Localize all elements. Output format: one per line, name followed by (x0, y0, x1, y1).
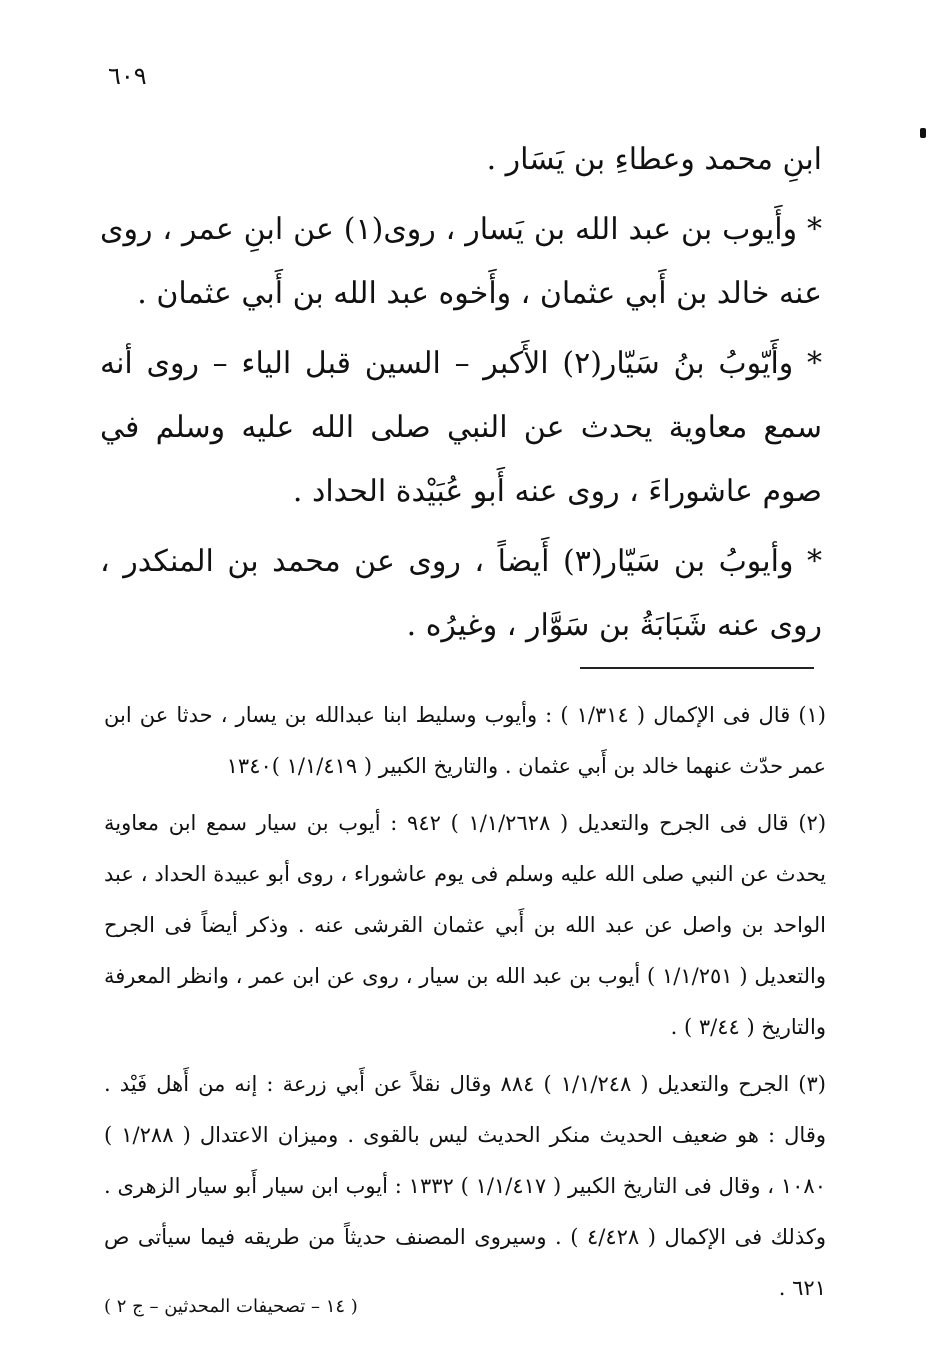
entry-continuation: ابنِ محمد وعطاءِ بن يَسَار . (486, 142, 822, 177)
margin-mark (920, 128, 926, 138)
signature-mark: ( ١٤ – تصحيفات المحدثين – ج ٢ ) (104, 1296, 358, 1317)
footnote-separator (580, 667, 814, 669)
entry-ayyub-ibn-abdullah-ibn-yasar: * وأَيوب بن عبد الله بن يَسار ، روى(١) عن ابنِ عمر ، روى عنه خالد بن أَبي عثمان ، وأَخوه عبد الله بن أَبي عثمان . (100, 212, 822, 311)
footnote-2: (٢) قال فى الجرح والتعديل ( ١/١/٢٦٢٨ ) ٩٤٢ : أيوب بن سيار سمع ابن معاوية يحدث عن النبي صلى الله عليه وسلم فى يوم عاشوراء ، روى أبو عبيدة الحداد ، عبد الواحد بن واصل عن عبد الله بن أَبي عثمان القرشى عنه . وذكر أيضاً فى الجرح والتعديل ( ١/١/٢٥١ ) أيوب بن عبد الله بن سيار ، روى عن ابن عمر ، وانظر المعرفة والتاريخ ( ٣/٤٤ ) . (104, 811, 827, 1039)
main-text (100, 128, 822, 658)
entry-ayyub-ibn-sayyar: * وأيوبُ بن سَيّار(٣) أَيضاً ، روى عن محمد بن المنكدر ، روى عنه شَبَابَةُ بن سَوَّار ، وغيرُه . (100, 544, 823, 643)
footnote-1: (١) قال فى الإكمال ( ١/٣١٤ ) : وأيوب وسليط ابنا عبدالله بن يسار ، حدثا عن ابن عمر حدّث عنهما خالد بن أَبي عثمان . والتاريخ الكبير ( ١/١/٤١٩ )١٣٤٠ (104, 703, 826, 778)
footnote-3: (٣) الجرح والتعديل ( ١/١/٢٤٨ ) ٨٨٤ وقال نقلاً عن أَبي زرعة : إنه من أَهل فَيْد . وقال : هو ضعيف الحديث منكر الحديث ليس بالقوى . وميزان الاعتدال ( ١/٢٨٨ ) ١٠٨٠ ، وقال فى التاريخ الكبير ( ١/١/٤١٧ ) ١٣٣٢ : أيوب ابن سيار أَبو سيار الزهرى . وكذلك فى الإكمال ( ٤/٤٢٨ ) . وسيروى المصنف حديثاً من طريقه فيما سيأتى ص ٦٢١ . (104, 1072, 827, 1300)
entry-ayyub-ibn-sayyar-al-akbar: * وأَيّوبُ بنُ سَيّار(٢) الأَكبر – السين قبل الياء – روى أنه سمع معاوية يحدث عن النبي صلى الله عليه وسلم في صوم عاشوراءَ ، روى عنه أَبو عُبَيْدة الحداد . (100, 346, 823, 509)
footnotes (104, 690, 826, 1314)
page-number: ٦٠٩ (108, 62, 147, 90)
